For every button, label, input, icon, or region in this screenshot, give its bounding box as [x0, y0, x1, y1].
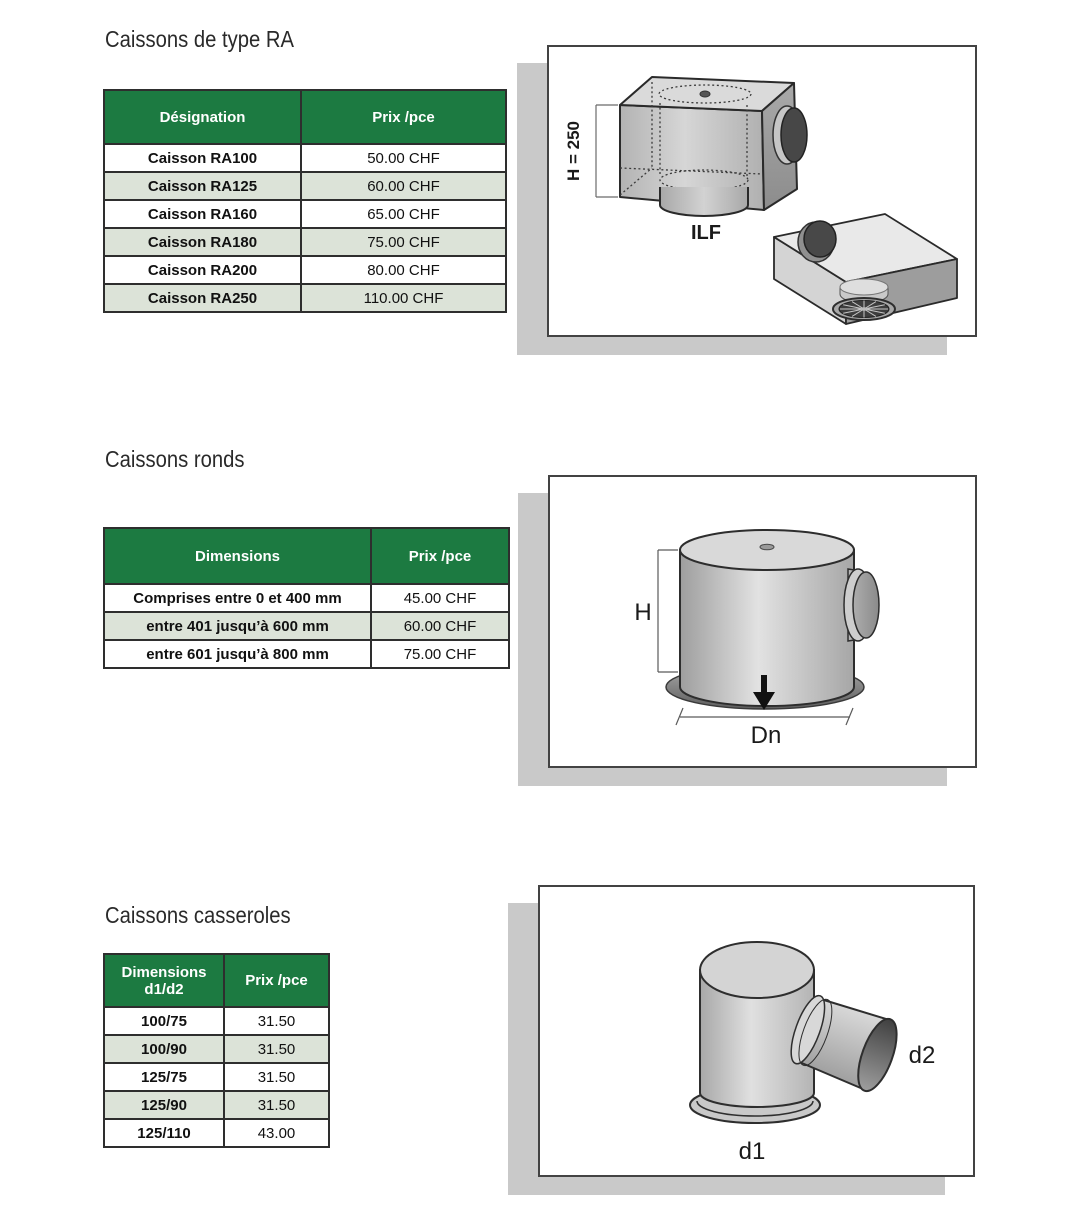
d1-label: d1 — [738, 1138, 766, 1165]
dimension-cell: 125/90 — [104, 1091, 224, 1119]
price-cell: 31.50 — [224, 1063, 329, 1091]
height-dimension-bracket — [658, 550, 678, 672]
price-cell: 31.50 — [224, 1035, 329, 1063]
table-row — [104, 284, 506, 312]
side-spigot — [844, 569, 879, 641]
table-row — [104, 640, 509, 668]
table-row — [104, 256, 506, 284]
column-header-dimensions: Dimensions d1/d2 — [104, 954, 224, 1007]
table-row — [104, 228, 506, 256]
price-cell: 31.50 — [224, 1007, 329, 1035]
height-dimension-bracket — [596, 105, 618, 197]
price-cell: 50.00 CHF — [301, 144, 506, 172]
price-cell: 60.00 CHF — [371, 612, 509, 640]
dimension-cell: 100/90 — [104, 1035, 224, 1063]
cylinder-top — [700, 942, 814, 998]
designation-cell: Caisson RA125 — [104, 172, 301, 200]
figure-frame — [547, 45, 977, 337]
table-row — [104, 172, 506, 200]
ra-figure — [547, 45, 977, 337]
price-cell: 43.00 — [224, 1119, 329, 1147]
price-cell: 75.00 CHF — [301, 228, 506, 256]
designation-cell: Caisson RA250 — [104, 284, 301, 312]
height-dimension-label: H = 250 — [564, 120, 583, 182]
price-cell: 75.00 CHF — [371, 640, 509, 668]
outlet-label: ILF — [691, 222, 721, 244]
diameter-dimension-label: Dn — [750, 722, 782, 749]
designation-cell: Caisson RA180 — [104, 228, 301, 256]
column-header-prix: Prix /pce — [301, 90, 506, 144]
top-inlet-dot — [700, 91, 710, 97]
price-cell: 45.00 CHF — [371, 584, 509, 612]
figure-frame — [548, 475, 977, 768]
price-cell: 60.00 CHF — [301, 172, 506, 200]
price-cell: 65.00 CHF — [301, 200, 506, 228]
price-cell: 31.50 — [224, 1091, 329, 1119]
section-title-ronds: Caissons ronds — [105, 446, 245, 472]
fan-unit-drawing — [774, 214, 957, 324]
table-row — [104, 144, 506, 172]
table-row — [104, 1007, 329, 1035]
side-duct-disc — [773, 106, 807, 164]
ronds-price-table — [103, 527, 510, 669]
column-header-designation: Désignation — [104, 90, 301, 144]
table-row — [104, 584, 509, 612]
top-inlet-dot — [760, 544, 774, 550]
section-title-casseroles: Caissons casseroles — [105, 902, 291, 928]
table-header-row — [104, 528, 509, 584]
price-cell: 110.00 CHF — [301, 284, 506, 312]
figure-frame — [538, 885, 975, 1177]
table-header-row — [104, 954, 329, 1007]
table-row — [104, 200, 506, 228]
d2-label: d2 — [908, 1042, 936, 1069]
table-row — [104, 1091, 329, 1119]
table-row — [104, 1063, 329, 1091]
designation-cell: Caisson RA200 — [104, 256, 301, 284]
section-title-ra: Caissons de type RA — [105, 26, 295, 52]
round-caisson-drawing — [550, 477, 975, 766]
price-cell: 80.00 CHF — [301, 256, 506, 284]
column-header-dimensions: Dimensions — [104, 528, 371, 584]
ra-caisson-drawing — [549, 47, 975, 335]
dimension-cell: entre 401 jusqu’à 600 mm — [104, 612, 371, 640]
casserole-drawing — [540, 887, 973, 1175]
designation-cell: Caisson RA100 — [104, 144, 301, 172]
table-row — [104, 1035, 329, 1063]
ra-price-table — [103, 89, 507, 313]
dimension-cell: entre 601 jusqu’à 800 mm — [104, 640, 371, 668]
dimension-cell: 125/110 — [104, 1119, 224, 1147]
table-row — [104, 1119, 329, 1147]
table-header-row — [104, 90, 506, 144]
casseroles-figure — [538, 885, 975, 1177]
column-header-prix: Prix /pce — [371, 528, 509, 584]
table-row — [104, 612, 509, 640]
casseroles-price-table — [103, 953, 330, 1148]
designation-cell: Caisson RA160 — [104, 200, 301, 228]
dimension-cell: 100/75 — [104, 1007, 224, 1035]
ronds-figure — [548, 475, 977, 768]
dimension-cell: 125/75 — [104, 1063, 224, 1091]
column-header-prix: Prix /pce — [224, 954, 329, 1007]
dimension-cell: Comprises entre 0 et 400 mm — [104, 584, 371, 612]
ilf-spigot — [660, 187, 748, 216]
height-dimension-label: H — [634, 599, 652, 626]
